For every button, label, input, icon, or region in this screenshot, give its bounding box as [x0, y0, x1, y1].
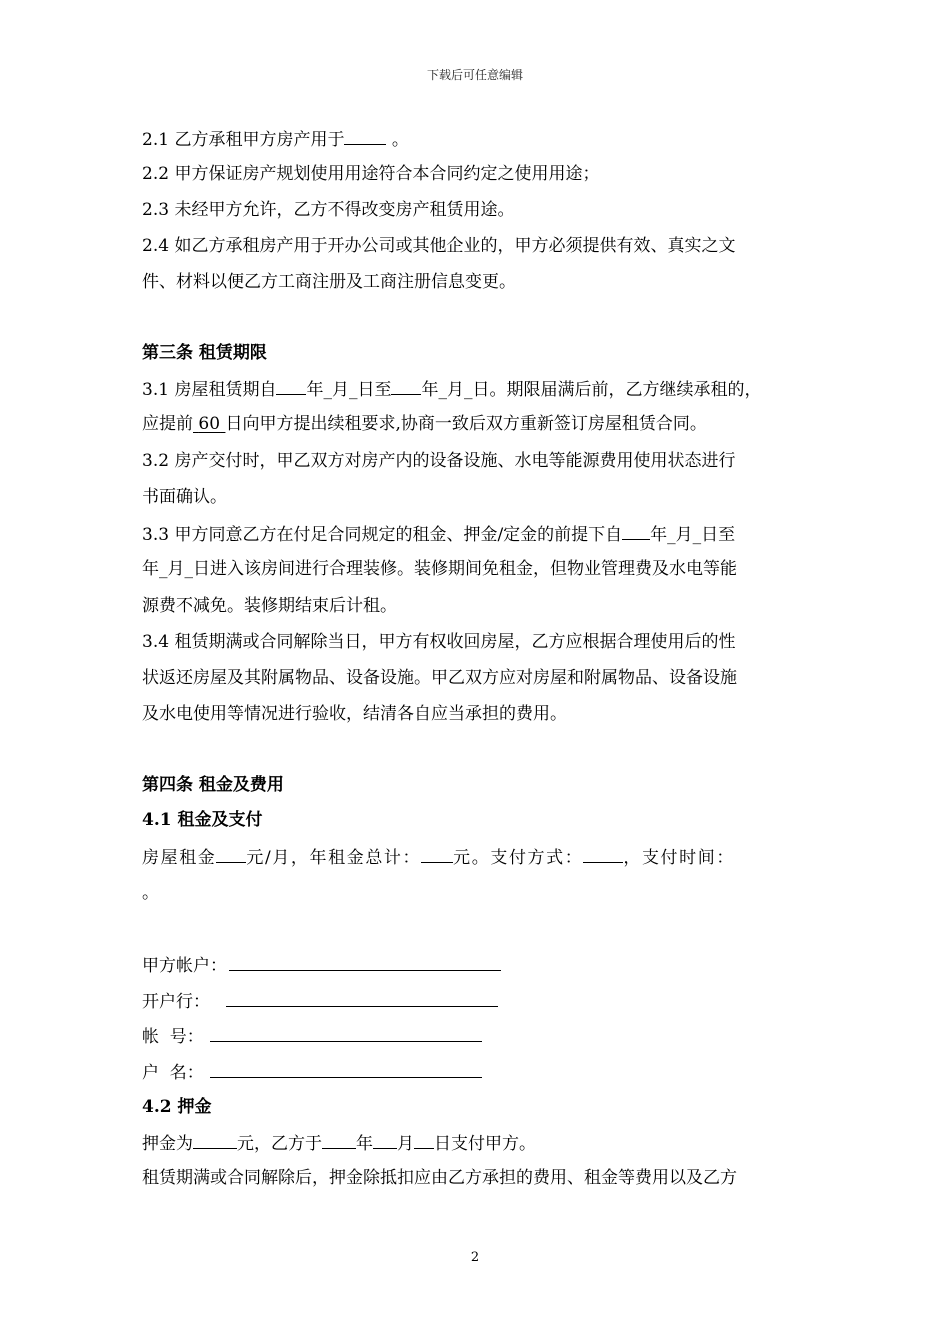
clause-3-1-line2 [142, 413, 812, 435]
section-3-heading: 第三条 租赁期限 [142, 343, 267, 363]
bank-label: 开户行： [142, 992, 210, 1012]
holder-name-label: 户 名： [142, 1063, 204, 1083]
account-number-row [142, 1024, 812, 1048]
clause-text: 年_月_日至 [650, 525, 736, 545]
blank-field[interactable] [391, 377, 421, 395]
clause-3-1-line1 [142, 377, 812, 401]
clause-3-2-line2: 书面确认。 [142, 487, 227, 507]
clause-3-3-line1 [142, 522, 812, 546]
bank-field[interactable] [226, 989, 498, 1007]
monthly-rent-field[interactable] [216, 845, 246, 863]
clause-text: 元/月，年租金总计： [246, 848, 422, 868]
holder-name-field[interactable] [210, 1060, 482, 1078]
clause-text: 押金为 [142, 1134, 193, 1154]
payment-method-field[interactable] [583, 845, 623, 863]
deposit-amount-field[interactable] [193, 1131, 237, 1149]
clause-3-2-line1: 3.2 房产交付时，甲乙双方对房产内的设备设施、水电等能源费用使用状态进行 [142, 451, 736, 471]
clause-text: 房屋租金 [142, 848, 217, 868]
blank-field[interactable] [622, 522, 650, 540]
clause-2-1 [142, 127, 812, 151]
clause-text: ，支付时间： [623, 848, 735, 868]
holder-name-row [142, 1060, 812, 1084]
clause-text: 3.1 房屋租赁期自 [142, 380, 277, 400]
rent-payment-line [142, 845, 812, 869]
clause-text: 年_月_日。期限届满后前，乙方继续承租的， [421, 380, 762, 400]
page-number: 2 [470, 1250, 480, 1265]
account-number-label: 帐 号： [142, 1027, 204, 1047]
clause-text: 3.3 甲方同意乙方在付足合同规定的租金、押金/定金的前提下自 [142, 525, 623, 545]
deposit-line-2: 租赁期满或合同解除后，押金除抵扣应由乙方承担的费用、租金等费用以及乙方 [142, 1168, 737, 1188]
clause-text: 元，乙方于 [237, 1134, 322, 1154]
clause-text: 应提前 [142, 414, 193, 434]
account-number-field[interactable] [210, 1024, 482, 1042]
account-row [142, 953, 812, 977]
bank-row [142, 989, 812, 1013]
rent-payment-line-end: 。 [142, 883, 159, 903]
clause-3-4-line2: 状返还房屋及其附属物品、设备设施。甲乙双方应对房屋和附属物品、设备设施 [142, 668, 737, 688]
subsection-4-2-heading: 4.2 押金 [142, 1097, 212, 1117]
notice-days: 60 [198, 414, 221, 434]
account-label: 甲方帐户： [142, 956, 227, 976]
clause-text: 年 [356, 1134, 373, 1154]
deposit-line [142, 1131, 812, 1155]
clause-text: 月 [397, 1134, 414, 1154]
clause-2-3: 2.3 未经甲方允许，乙方不得改变房产租赁用途。 [142, 200, 515, 220]
clause-3-4-line1: 3.4 租赁期满或合同解除当日，甲方有权收回房屋，乙方应根据合理使用后的性 [142, 632, 736, 652]
clause-text: 2.1 乙方承租甲方房产用于 [142, 130, 345, 150]
clause-2-2: 2.2 甲方保证房产规划使用用途符合本合同约定之使用用途； [142, 164, 600, 184]
clause-3-3-line2: 年_月_日进入该房间进行合理装修。装修期间免租金，但物业管理费及水电等能 [142, 559, 737, 579]
clause-2-4-line2: 件、材料以便乙方工商注册及工商注册信息变更。 [142, 272, 516, 292]
annual-rent-field[interactable] [421, 845, 453, 863]
subsection-4-1-heading: 4.1 租金及支付 [142, 810, 263, 830]
clause-text: 年_月_日至 [306, 380, 392, 400]
deposit-day-field[interactable] [414, 1131, 434, 1149]
clause-text: 元。支付方式： [453, 848, 584, 868]
blank-field[interactable] [276, 377, 306, 395]
clause-3-4-line3: 及水电使用等情况进行验收，结清各自应当承担的费用。 [142, 704, 567, 724]
blank-field[interactable] [344, 127, 386, 145]
clause-2-4-line1: 2.4 如乙方承租房产用于开办公司或其他企业的，甲方必须提供有效、真实之文 [142, 236, 736, 256]
deposit-month-field[interactable] [373, 1131, 397, 1149]
clause-3-3-line3: 源费不减免。装修期结束后计租。 [142, 596, 397, 616]
section-4-heading: 第四条 租金及费用 [142, 775, 284, 795]
clause-text: 。 [386, 130, 409, 150]
page-header: 下载后可任意编辑 [426, 68, 523, 82]
deposit-year-field[interactable] [322, 1131, 356, 1149]
clause-text: 日支付甲方。 [434, 1134, 536, 1154]
account-name-field[interactable] [229, 953, 501, 971]
clause-text: 日向甲方提出续租要求,协商一致后双方重新签订房屋租赁合同。 [225, 414, 707, 434]
